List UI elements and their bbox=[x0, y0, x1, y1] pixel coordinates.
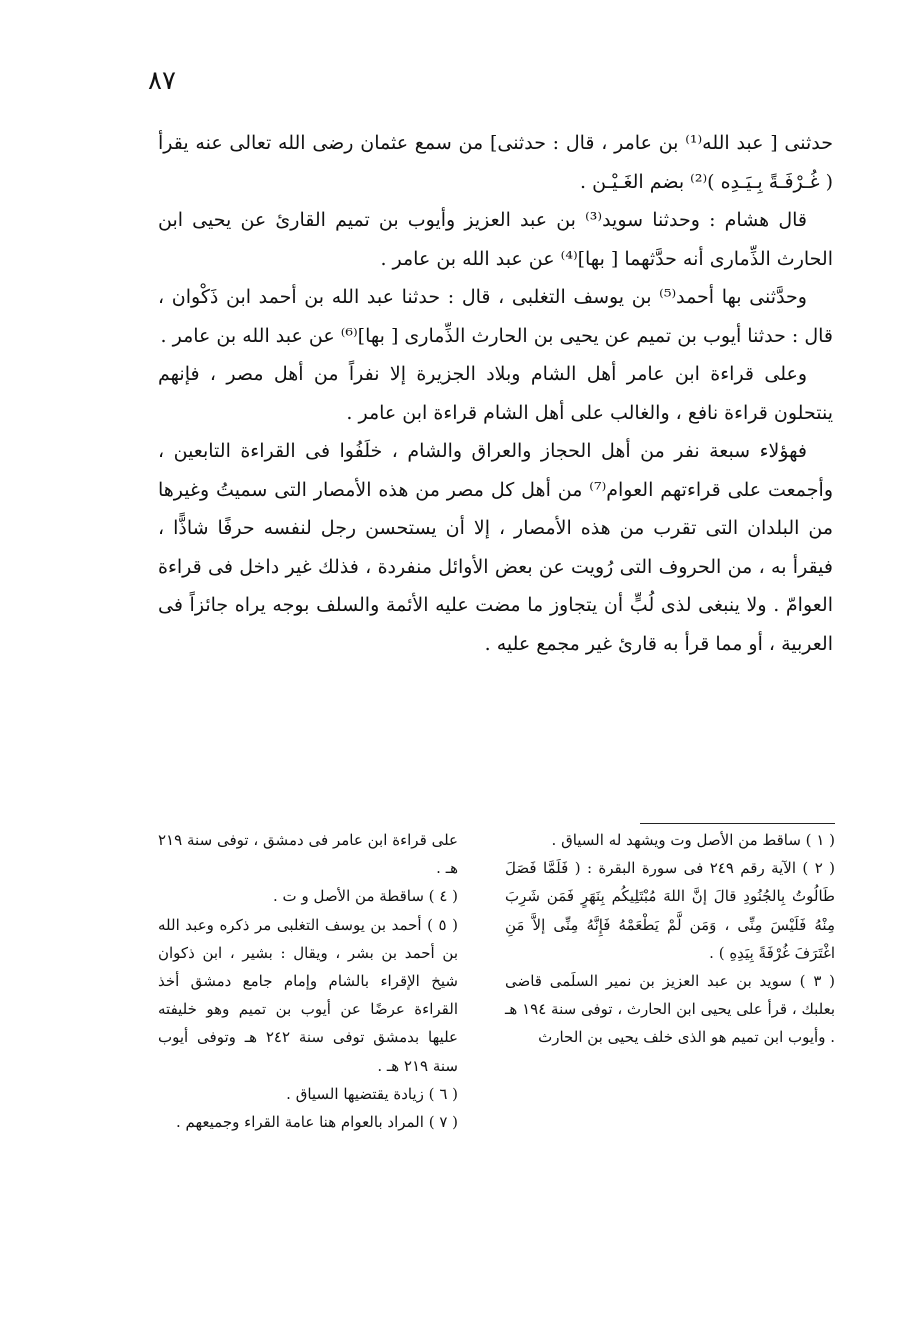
paragraph-isnad-1: حدثنى [ عبد الله⁽¹⁾ بن عامر ، قال : حدثنى] من سمع عثمان رضى الله تعالى عنه يقرأ ( غُـرْفَـةً بِـيَـدِه )⁽²⁾ بضم الغَـيْـن . bbox=[158, 132, 833, 193]
footnote-4: ( ٤ ) ساقطة من الأصل و ت . bbox=[273, 887, 458, 906]
footnote-3-continued: على قراءة ابن عامر فى دمشق ، توفى سنة ٢١٩ هـ . bbox=[158, 831, 458, 878]
footnote-5: ( ٥ ) أحمد بن يوسف التغلبى مر ذكره وعبد الله بن أحمد بن بشر ، ويقال : بشير ، ابن ذكوان شيخ الإقراء بالشام وإمام جامع دمشق أخذ القراءة عرضًا عن أيوب بن تميم وهو خليفته عليها بدمشق توفى سنة ٢٤٢ هـ وتوفى أيوب سنة ٢١٩ هـ . bbox=[158, 915, 458, 1075]
footnote-6: ( ٦ ) زيادة يقتضيها السياق . bbox=[286, 1084, 458, 1103]
main-text bbox=[158, 124, 833, 663]
paragraph-ibn-amir: وعلى قراءة ابن عامر أهل الشام وبلاد الجزيرة إلا نفراً من أهل مصر ، فإنهم ينتحلون قراءة نافع ، والغالب على أهل الشام قراءة ابن عامر . bbox=[158, 363, 833, 424]
paragraph-seven-readers: فهؤلاء سبعة نفر من أهل الحجاز والعراق والشام ، خلَفُوا فى القراءة التابعين ، وأجمعت على قراءتهم العوام⁽⁷⁾ من أهل كل مصر من هذه الأمصار التى سميتُ وغيرها من البلدان التى تقرب من هذه الأمصار ، إلا أن يستحسن رجل لنفسه حرفًا شاذًّا ، فيقرأ به ، من الحروف التى رُويت عن بعض الأوائل منفردة ، فذلك غير داخل فى قراءة العوامّ . ولا ينبغى لذى لُبٍّ أن يتجاوز ما مضت عليه الأئمة والسلف بوجه يراه جائزاً فى العربية ، أو مما قرأ به قارئ غير مجمع عليه . bbox=[158, 440, 833, 655]
footnote-1: ( ١ ) ساقط من الأصل وت ويشهد له السياق . bbox=[551, 831, 835, 849]
page-number: ٨٧ bbox=[148, 66, 176, 96]
footnote-divider bbox=[640, 823, 835, 824]
footnotes-right-column bbox=[505, 826, 835, 1052]
footnote-7: ( ٧ ) المراد بالعوام هنا عامة القراء وجميعهم . bbox=[175, 1113, 458, 1132]
paragraph-isnad-2: قال هشام : وحدثنا سويد⁽³⁾ بن عبد العزيز وأيوب بن تميم القارئ عن يحيى ابن الحارث الذِّمارى أنه حدَّثهما [ بها]⁽⁴⁾ عن عبد الله بن عامر . bbox=[158, 209, 833, 270]
footnote-2: ( ٢ ) الآية رقم ٢٤٩ فى سورة البقرة : ( فَلَمَّا فَصَلَ طَالُوتُ بِالجُنُودِ قالَ إنَّ اللهَ مُبْتَلِيكُم بِنَهَرٍ فَمَن شَرِبَ مِنْهُ فَلَيْسَ مِنِّى ، وَمَن لَّمْ يَطْعَمْهُ فَإِنَّهُ مِنِّى إلاَّ مَنِ اغْتَرَفَ غُرْفَةً بِيَدِهِ ) . bbox=[505, 859, 836, 962]
footnote-3: ( ٣ ) سويد بن عبد العزيز بن نمير السلَمى قاضى بعلبك ، قرأ على يحيى ابن الحارث ، توفى سنة ١٩٤ هـ . وأيوب ابن تميم هو الذى خلف يحيى بن الحارث bbox=[505, 972, 835, 1047]
footnotes-left-column bbox=[158, 826, 458, 1136]
paragraph-isnad-3: وحدَّثنى بها أحمد⁽⁵⁾ بن يوسف التغلبى ، قال : حدثنا عبد الله بن أحمد ابن ذَكْوان ، قال : حدثنا أيوب بن تميم عن يحيى بن الحارث الذِّمارى [ بها]⁽⁶⁾ عن عبد الله بن عامر . bbox=[158, 286, 833, 347]
